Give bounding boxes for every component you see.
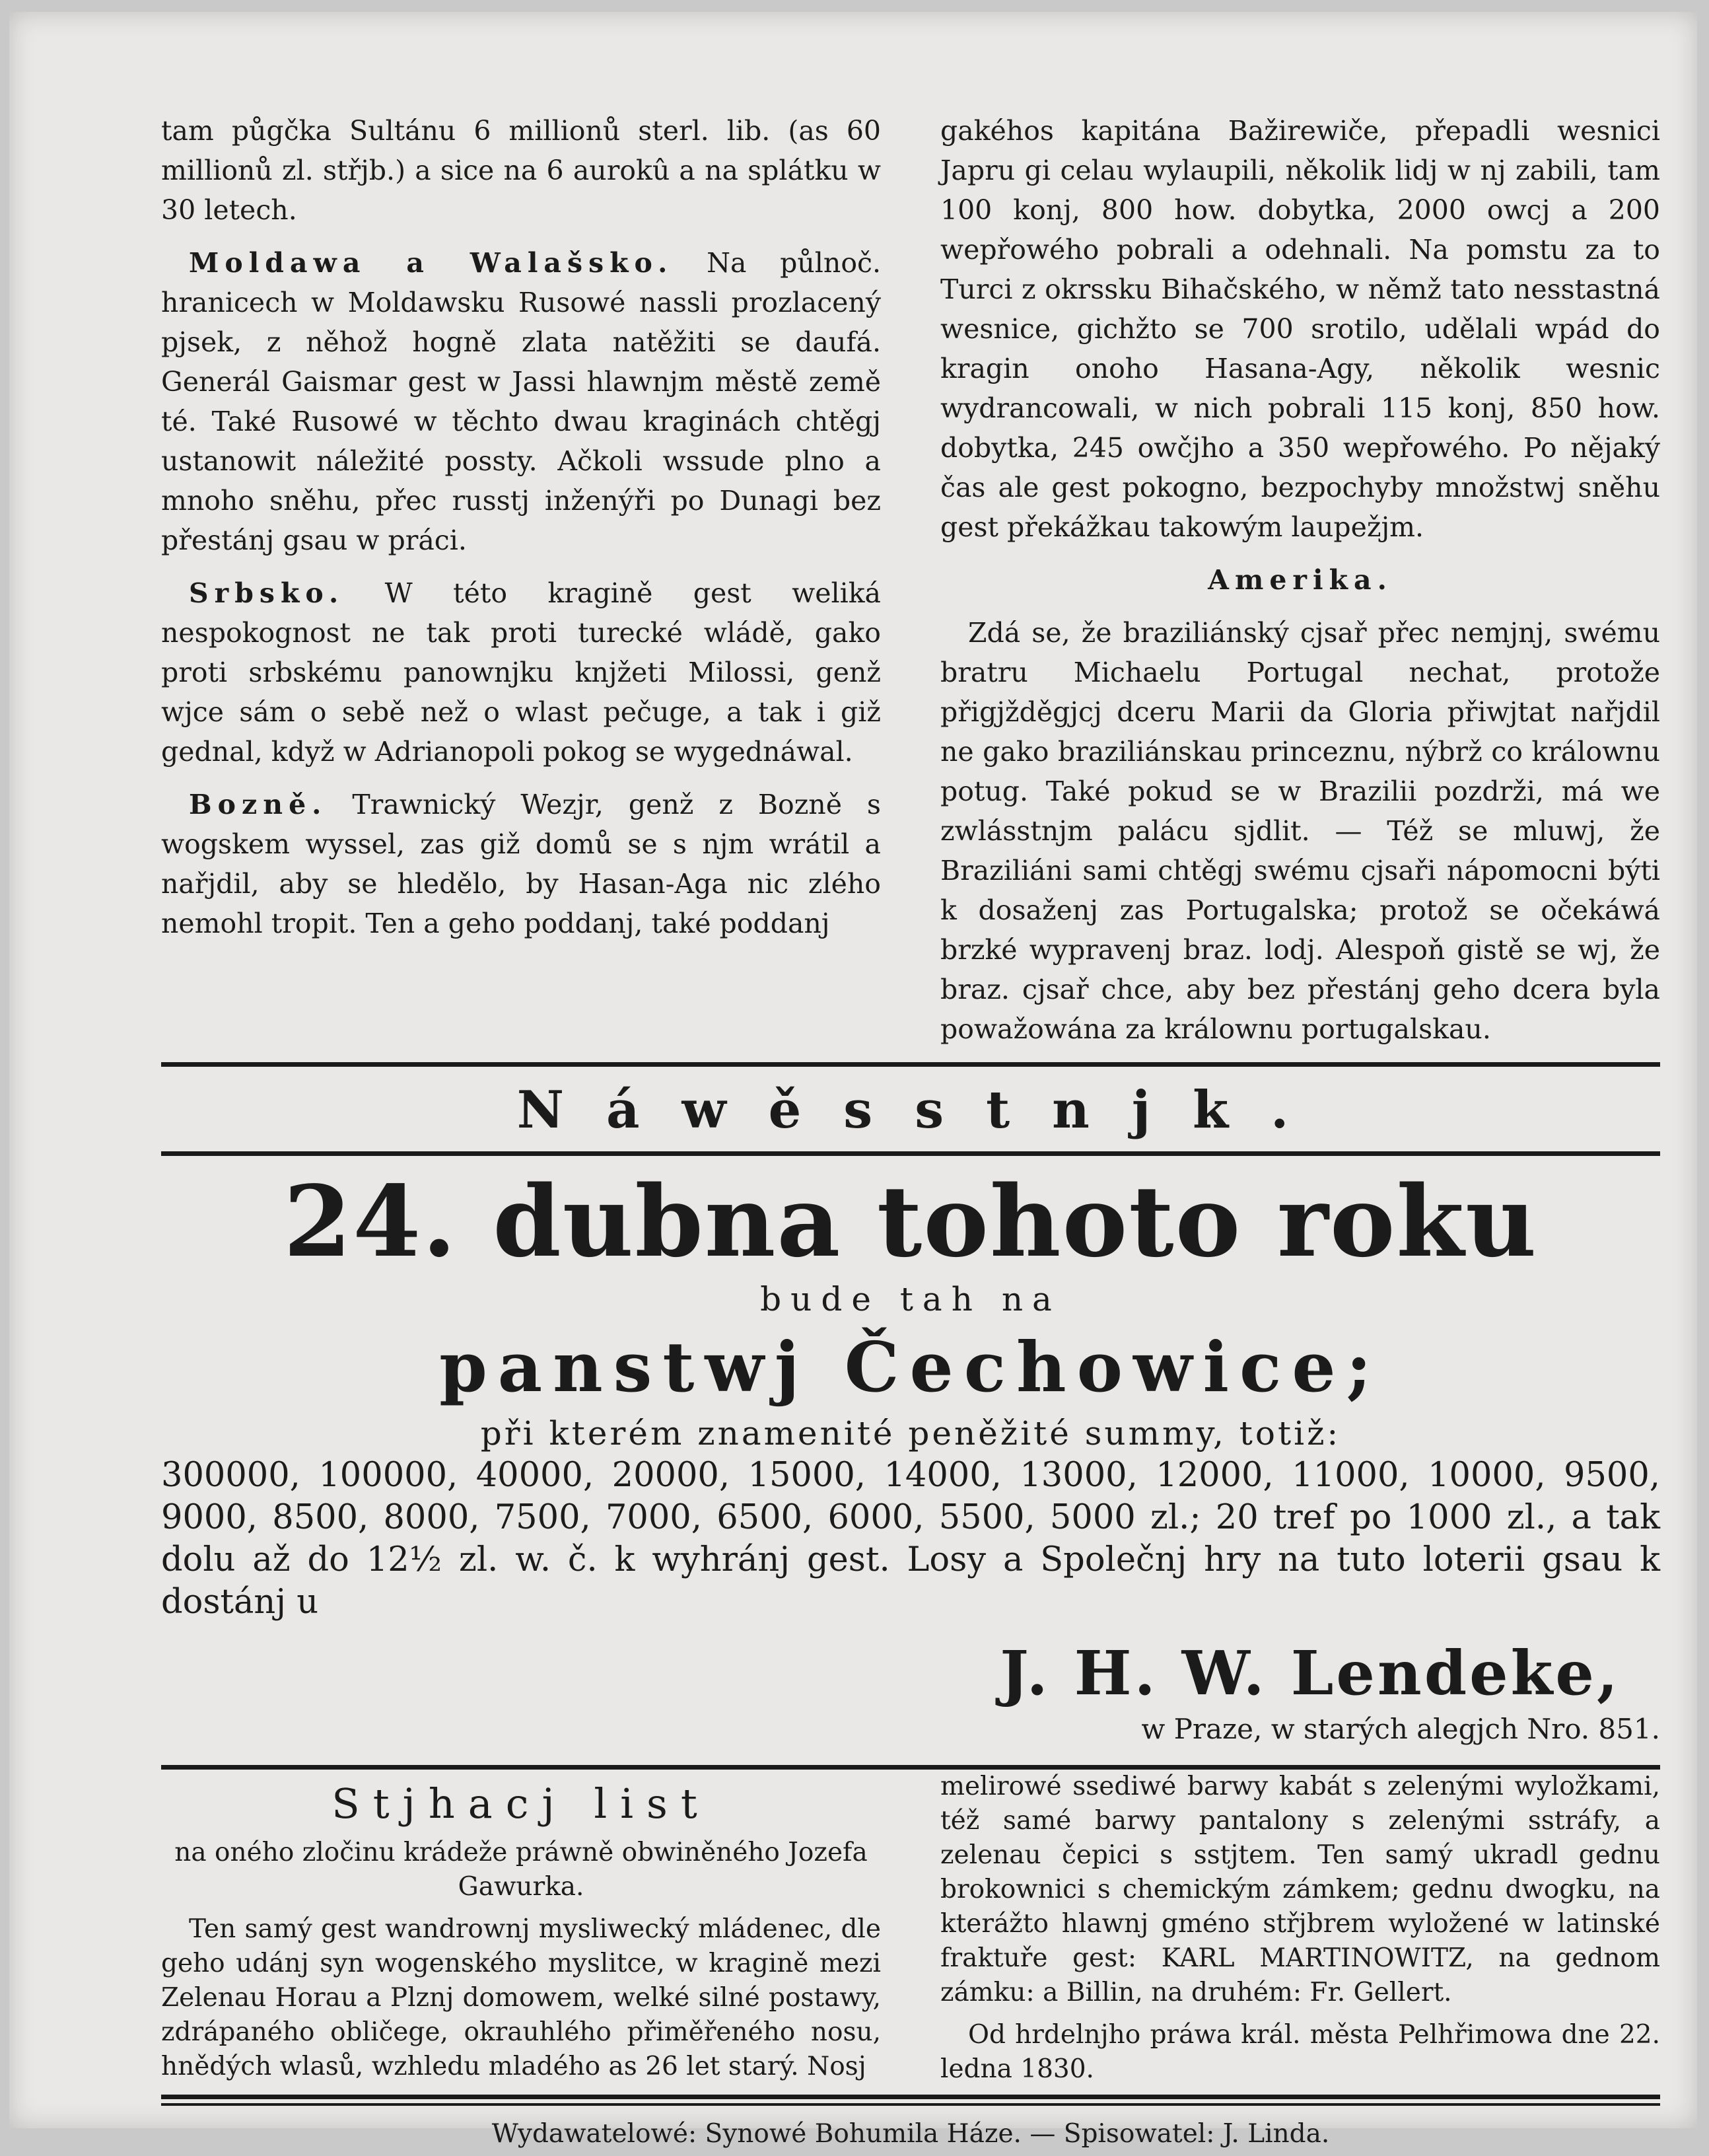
lottery-estate: panstwj Čechowice;: [439, 1326, 1382, 1408]
news-paragraph: [161, 243, 881, 560]
news-right-column: [940, 111, 1660, 1062]
seller-address: w Praze, w starých alegjch Nro. 851.: [1141, 1713, 1660, 1745]
news-heading: Srbsko.: [189, 577, 345, 609]
news-paragraph: [161, 573, 881, 772]
page-content: [161, 111, 1660, 2156]
footer-divider: [161, 2095, 1660, 2099]
news-paragraph: gakéhos kapitána Bažirewiče, přepadli wesnici Japru gi celau wylaupili, několik lidj w nj zabili, tam 100 konj, 800 how. dobytka, 2000 owcj a 200 wepřowého pobrali a odehnali. Na pomstu za to Turci z okrssku Bihačského, w němž tato nesstastná wesnice, gichžto se 700 srotilo, udělali wpád do kragin onoho Hasana-Agy, několik wesnic wydrancowali, w nich pobrali 115 konj, 850 how. dobytka, 245 owčjho a 350 wepřowého. Po nějaký čas ale gest pokogno, bezpochyby množstwj sněhu gest překážkau takowým laupežjm.: [940, 115, 1660, 543]
warrant-body: Ten samý gest wandrownj mysliwecký mládenec, dle geho udánj syn wogenského myslitce, w kragině mezi Zelenau Horau a Plznj domowem, welké silné postawy, zdrápaného obličege, okrauhlého přiměřeného nosu, hnědých wlasů, wzhledu mladého as 26 let starý. Nosj: [161, 1914, 881, 2081]
warrant-description: melirowé ssediwé barwy kabát s zelenými wyložkami, též samé barwy pantalony s zelenými sstráfy, a zelenau čepici s sstjtem. Ten samý ukradl gednu brokownici s chemickým zámkem; gednu dwogku, na kterážto hlawnj gméno střjbrem wyložené w latinské fraktuře gest: KARL MARTINOWITZ, na gednom zámku: a Billin, na druhém: Fr. Gellert.: [940, 1772, 1660, 2007]
announcement-section-title: Náwěsstnjk.: [516, 1080, 1331, 1140]
news-heading: Amerika.: [1208, 564, 1393, 596]
news-paragraph: Zdá se, že braziliánský cjsař přec nemjnj, swému bratru Michaelu Portugal nechat, protože přigjžděgjcj dceru Marii da Gloria přiwjtat nařjdil ne gako braziliánskau princeznu, nýbrž co králownu potug. Také pokud se w Brazilii pozdrži, má we zwlásstnjm palácu sjdlit. — Též se mluwj, že Braziliáni sami chtěgj swému cjsaři nápomocni býti k dosaženj zas Portugalska; protož se očekáwá brzké wypravenj braz. lodj. Alespoň gistě se wj, že braz. cjsař chce, aby bez přestánj geho dcera byla powažowána za králownu portugalskau.: [940, 617, 1660, 1045]
section-divider: [161, 1062, 1660, 1067]
warrant-subtitle: na oného zločinu krádeže práwně obwiněného Jozefa Gawurka.: [174, 1838, 868, 1902]
warrant-columns: [161, 1770, 1660, 2095]
warrant-left-column: [161, 1770, 881, 2095]
news-text: Na půlnoč. hranicech w Moldawsku Rusowé nassli prozlacený pjsek, z něhož hogně zlata natěžiti se daufá. Generál Gaismar gest w Jassi hlawnjm městě země té. Také Rusowé w těchto dwau kraginách chtěgj ustanowit náležité possty. Ačkoli wssude plno a mnoho sněhu, přec russtj inženýři po Dunagi bez přestánj gsau w práci.: [161, 247, 881, 556]
lottery-amounts: 300000, 100000, 40000, 20000, 15000, 14000, 13000, 12000, 11000, 10000, 9500, 9000, 8500, 8000, 7500, 7000, 6500, 6000, 5500, 5000 zl.; 20 tref po 1000 zl., a tak dolu až do 12½ zl. w. č. k wyhránj gest. Losy a Společnj hry na tuto loterii gsau k dostánj u: [161, 1456, 1660, 1622]
lottery-prizes-intro: při kterém znamenité peněžité summy, totiž:: [480, 1414, 1341, 1453]
news-columns: [161, 111, 1660, 1062]
news-paragraph: tam půgčka Sultánu 6 millionů sterl. lib. (as 60 millionů zl. střjb.) a sice na 6 aurokû a na splátku w 30 letech.: [161, 115, 881, 226]
news-text: W této kragině gest weliká nespokognost ne tak proti turecké wládě, gako proti srbskému panownjku knjžeti Milossi, genž wjce sám o sebě než o wlast pečuge, a tak i giž gednal, když w Adrianopoli pokog se wygednáwal.: [161, 577, 881, 768]
seller-signature: J. H. W. Lendeke,: [1000, 1637, 1621, 1709]
footer-divider-thin: [161, 2103, 1660, 2106]
news-text: Trawnický Wezjr, genž z Bozně s wogskem wyssel, zas giž domů se s njm wrátil a nařjdil, aby se hledělo, by Hasan-Aga nic zlého nemohl tropit. Ten a geho poddanj, také poddanj: [161, 789, 881, 939]
section-divider: [161, 1765, 1660, 1770]
warrant-right-column: [940, 1770, 1660, 2095]
news-heading: Bozně.: [189, 789, 328, 820]
lottery-headline: 24. dubna tohoto roku: [283, 1164, 1538, 1279]
news-left-column: [161, 111, 881, 1062]
newspaper-page: [9, 12, 1697, 2149]
news-paragraph: [161, 785, 881, 943]
warrant-title: Stjhacj list: [331, 1779, 711, 1828]
lottery-subline: bude tah na: [760, 1280, 1061, 1318]
news-heading: Moldawa a Walašsko.: [189, 247, 674, 279]
publisher-footer: Wydawatelowé: Synowé Bohumila Háze. — Spisowatel: J. Linda.: [491, 2119, 1330, 2149]
warrant-date: Od hrdelnjho práwa král. města Pelhřimowa dne 22. ledna 1830.: [940, 2020, 1660, 2084]
section-divider: [161, 1151, 1660, 1156]
